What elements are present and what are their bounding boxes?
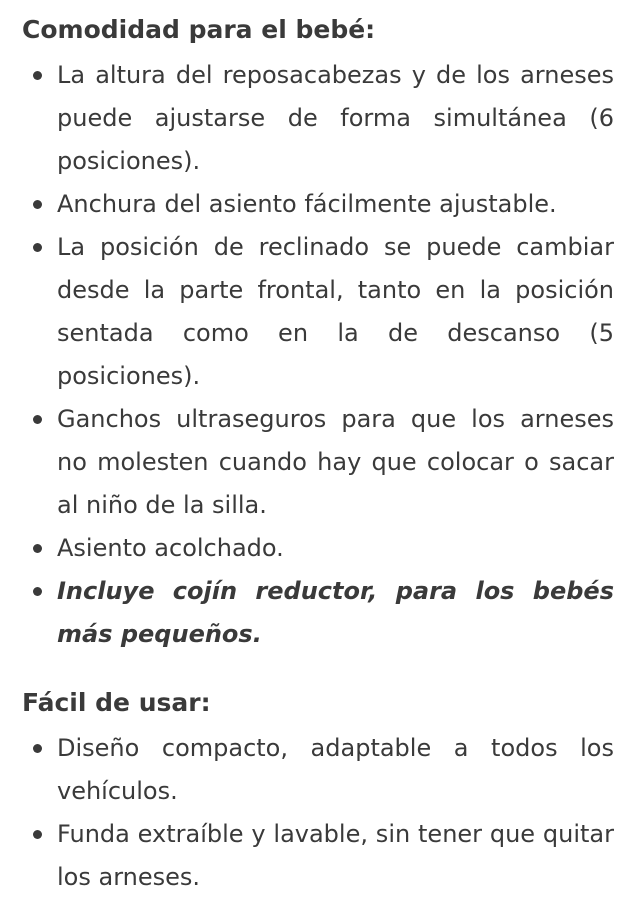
ease-of-use-feature-list (22, 727, 614, 899)
section-heading-comfort: Comodidad para el bebé: (22, 15, 376, 44)
comfort-feature-list (22, 54, 614, 656)
list-item: Funda extraíble y lavable, sin tener que quitar los arneses. (57, 813, 614, 899)
list-item: Diseño compacto, adaptable a todos los vehículos. (57, 727, 614, 813)
list-item: La altura del reposacabezas y de los arneses puede ajustarse de forma simultánea (6 posiciones). (57, 54, 614, 183)
section-heading-ease-of-use: Fácil de usar: (22, 688, 211, 717)
list-item: Asiento acolchado. (57, 527, 614, 570)
list-item: La posición de reclinado se puede cambiar desde la parte frontal, tanto en la posición sentada como en la de descanso (5 posiciones). (57, 226, 614, 398)
list-item: Anchura del asiento fácilmente ajustable. (57, 183, 614, 226)
list-item-highlight: Incluye cojín reductor, para los bebés más pequeños. (57, 570, 614, 656)
list-item: Ganchos ultraseguros para que los arneses no molesten cuando hay que colocar o sacar al niño de la silla. (57, 398, 614, 527)
